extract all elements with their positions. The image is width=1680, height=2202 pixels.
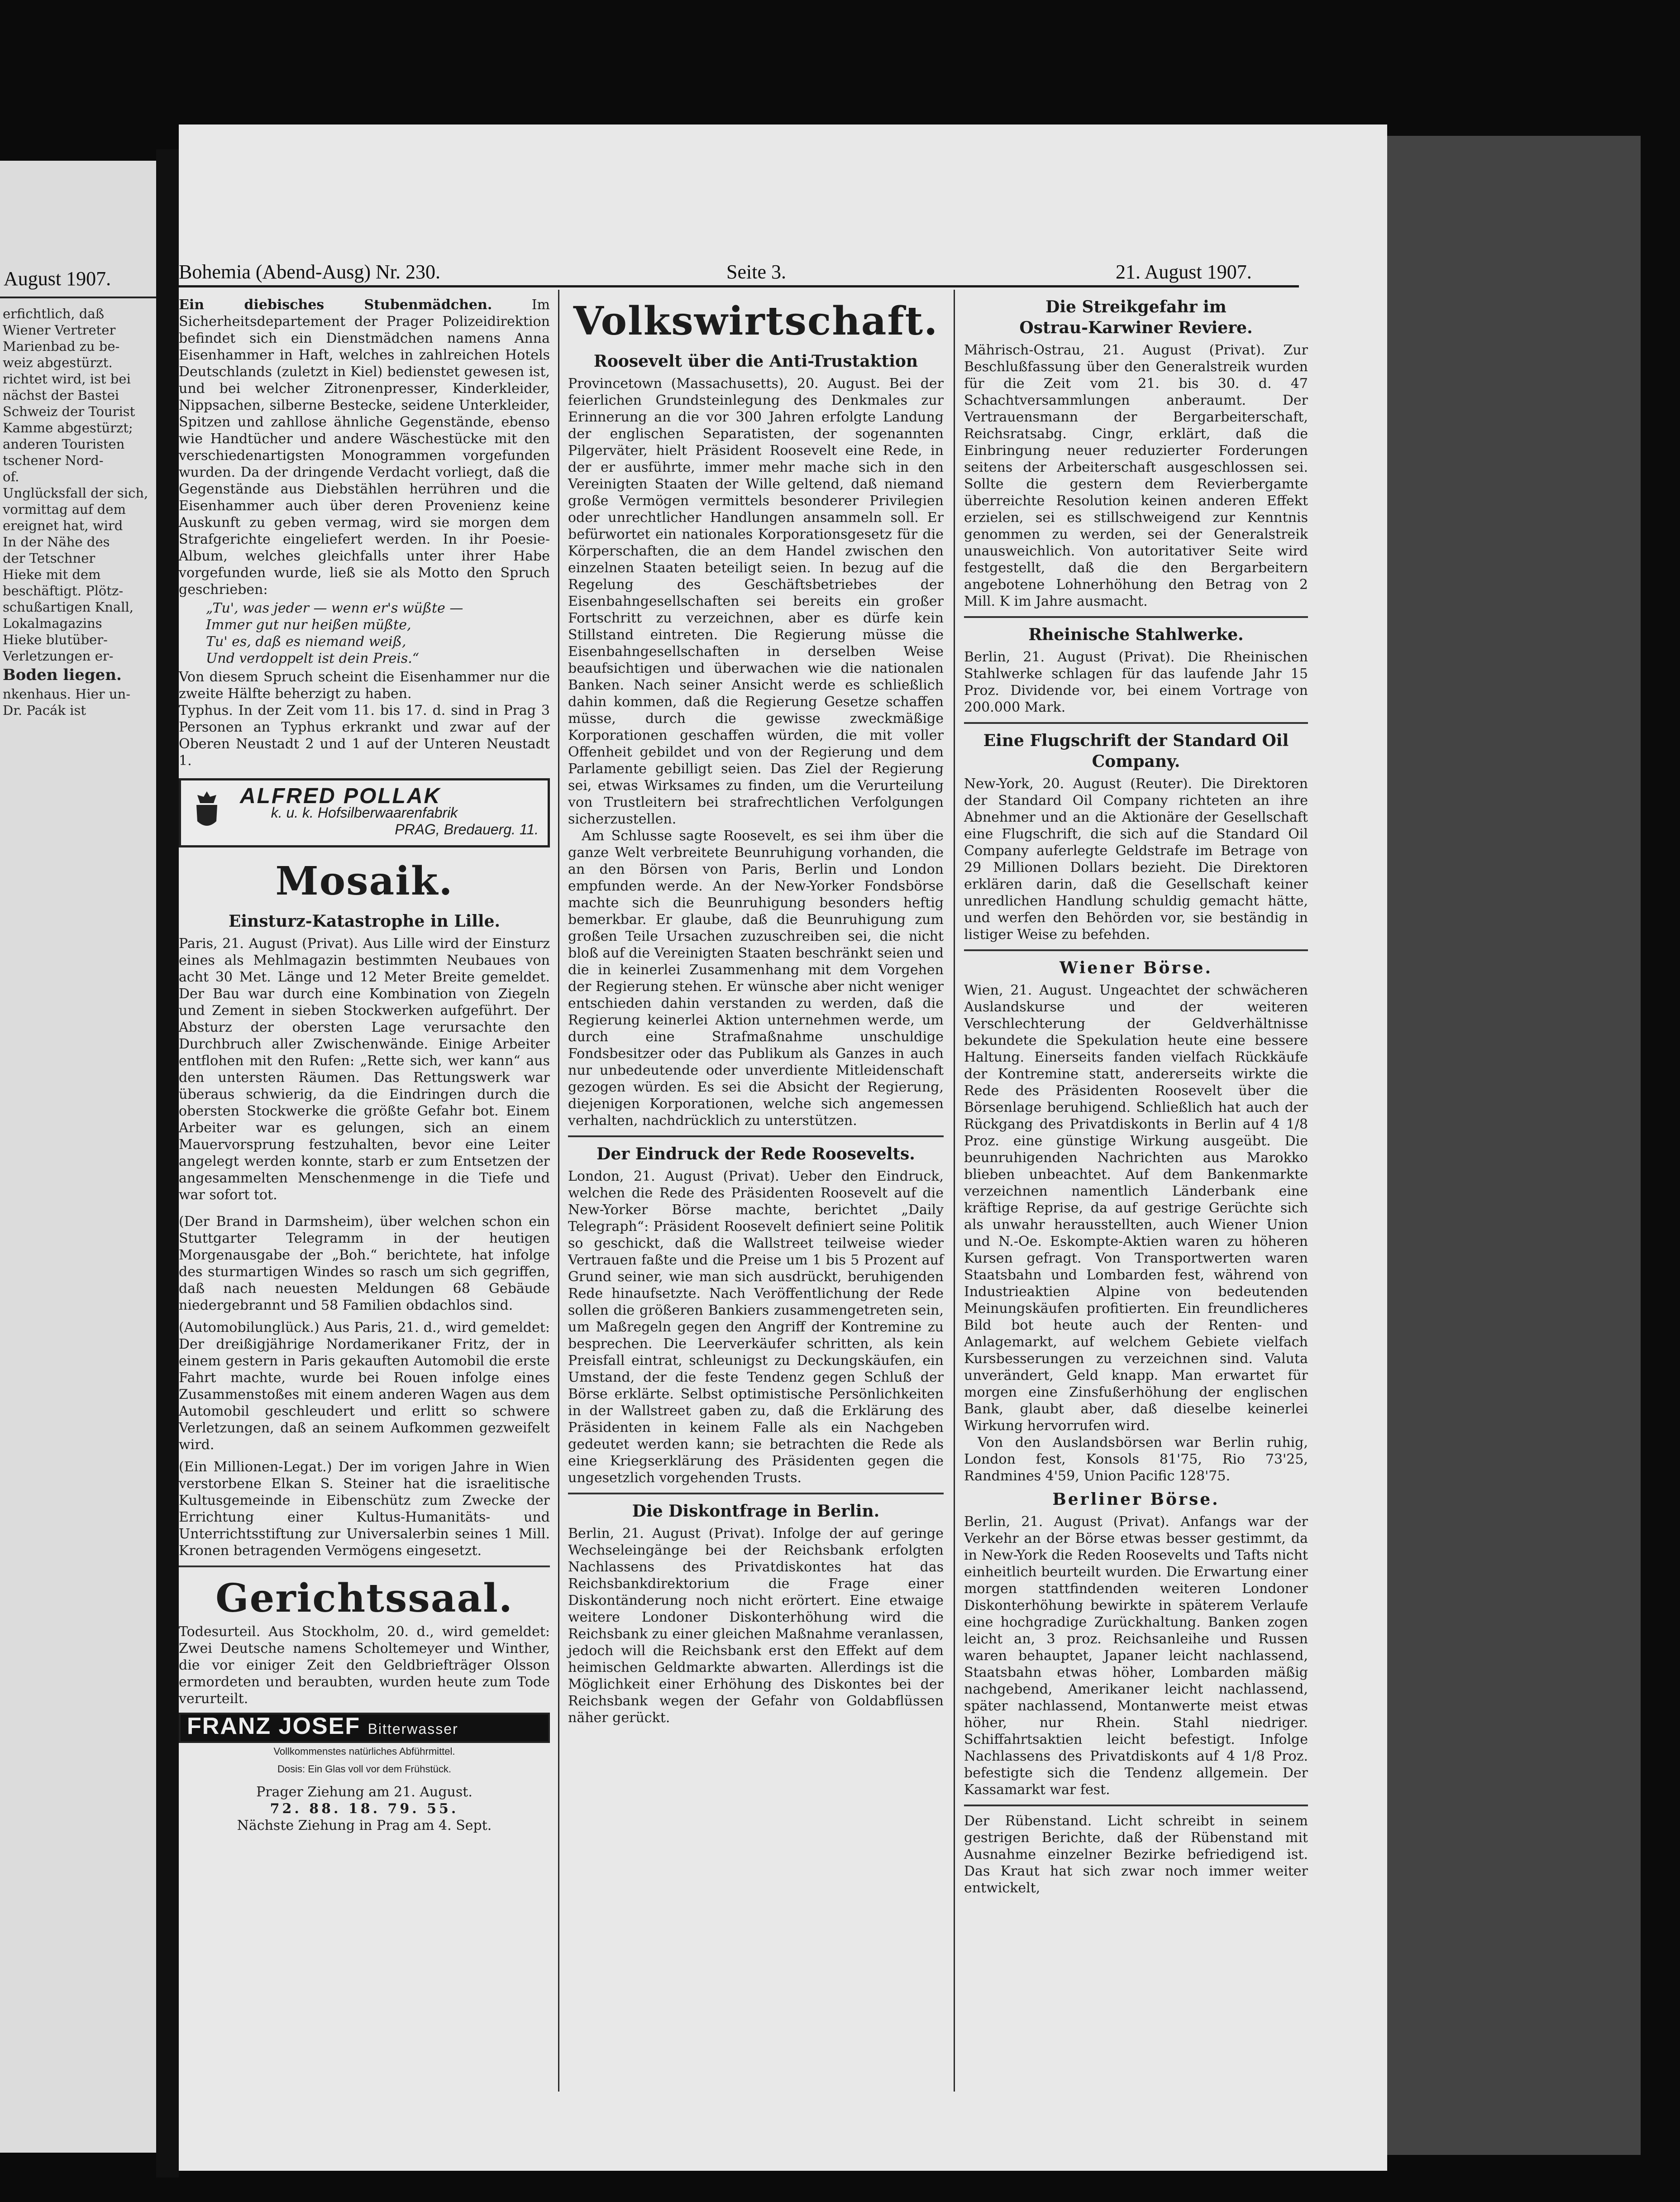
left-page-rule [0, 297, 156, 298]
advertisement-pollak [179, 778, 550, 847]
lottery-draw: Prager Ziehung am 21. August. [256, 1784, 472, 1800]
left-page-line: richtet wird, ist bei [3, 371, 131, 387]
left-page-line: anderen Touristen [3, 436, 125, 452]
crown-crest-icon [191, 790, 223, 830]
left-page-line: Boden liegen. [3, 667, 122, 683]
column-3 [964, 297, 1308, 1896]
article-text: New-York, 20. August (Reuter). Die Direktoren der Standard Oil Company richteten an ihre Abnehmer und an die Aktionäre der Gesellschaft eine Flugschrift, die sich auf die Standard Oil Company auferlegte Geldstrafe im Betrage von 29 Millionen Dollars bezieht. Die Direktoren erklären darin, daß die Gesellschaft keiner unredlichen Handlung schuldig gemacht hätte, und werfen den Behörden vor, sie beständig in listiger Weise zu befehden. [964, 776, 1308, 943]
header-date: 21. August 1907. [1116, 261, 1252, 283]
left-page-line: nkenhaus. Hier un- [3, 686, 131, 702]
column-rule-2 [954, 290, 955, 2092]
left-page-line: nächst der Bastei [3, 388, 119, 403]
left-page-fragment [0, 161, 156, 2153]
left-page-line: Lokalmagazins [3, 616, 102, 631]
ad-company-name: ALFRED POLLAK [240, 784, 441, 808]
left-page-line: Hieke mit dem [3, 567, 101, 582]
article-text: Berlin, 21. August (Privat). Die Rheinischen Stahlwerke schlagen für das laufende Jahr 15 Proz. Dividende vor, bei einem Vortrage von 200.000 Mark. [964, 649, 1308, 715]
article-subheading: Rheinische Stahlwerke. [1028, 625, 1244, 644]
left-page-line: der Tetschner [3, 550, 95, 566]
left-page-line: In der Nähe des [3, 534, 110, 550]
poem: „Tu', was jeder — wenn er's wüßte — Immer gut nur heißen müßte, Tu' es, daß es niemand weiß, Und verdoppelt ist dein Preis.“ [206, 600, 463, 666]
left-page-line: Hieke blutüber- [3, 632, 108, 647]
newspaper-page [179, 124, 1387, 2171]
left-page-line: Dr. Pacák ist [3, 703, 86, 718]
column-rule-1 [558, 290, 559, 2092]
ad-subline-1: Vollkommenstes natürliches Abführmittel. [273, 1746, 455, 1757]
article-subheading: Eine Flugschrift der Standard Oil Company. [983, 731, 1289, 771]
article-text: London, 21. August (Privat). Ueber den Eindruck, welchen die Rede des Präsidenten Roosevelt auf die New-Yorker Börse machte, berichtet „Daily Telegraph“: Präsident Roosevelt definiert seine Politik so geschickt, daß die Wallstreet teilweise wieder Vertrauen faßte und die Preise um 1 bis 5 Prozent auf Grund seiner, wie man sich ausdrückt, beruhigenden Rede hinaufsetzte. Nach Veröffentlichung der Rede sollen die größeren Bankiers zusammengetreten sein, um Maßregeln gegen den Angriff der Kontremine zu besprechen. Die Leerverkäufer schritten, als kein Preisfall eintrat, schleunigst zu Deckungskäufen, ein Umstand, der die feste Tendenz gegen Schluß der Börse erklärte. Selbst optimistische Persönlichkeiten in der Wallstreet gaben zu, daß die Erklärung des Präsidenten in keinem Falle als ein Nachgeben gedeutet werden kann; sie betrachten die Rede als eine Kriegserklärung des Präsidenten gegen die ungesetzlich vorgehenden Trusts. [568, 1168, 944, 1486]
left-page-header: August 1907. [4, 268, 111, 290]
left-page-line: tschener Nord- [3, 453, 104, 468]
page-gutter [156, 149, 179, 2178]
article-text: Am Schlusse sagte Roosevelt, es sei ihm über die ganze Welt verbreitete Beunruhigung vorhanden, die an den Börsen von Paris, Berlin und London empfunden werde. An der New-Yorker Fondsbörse machte sich die Beunruhigung besonders heftig bemerkbar. Er glaube, daß die Beunruhigung zum großen Teile Ursachen zuzuschreiben sei, die nicht bloß auf die Vereinigten Staaten beschränkt seien und die in keinerlei Zusammenhang mit dem Vorgehen der Regierung stehen. Er wünsche aber nicht weniger entschieden dahin verstanden zu werden, daß die Regierung keinerlei Aktion unternehmen werde, um durch eine Strafmaßnahme unschuldige Fondsbesitzer oder das Publikum als Ganzes in auch nur unbedeutende oder unverdiente Mitleidenschaft gezogen würden. Es sei die Absicht der Regierung, diejenigen Korporationen, welche sich angemessen verhalten, nachdrücklich zu unterstützen. [568, 828, 944, 1129]
ad-line-1: k. u. k. Hofsilberwaarenfabrik [271, 804, 458, 821]
divider [964, 722, 1308, 724]
ad-subline-2: Dosis: Ein Glas voll vor dem Frühstück. [277, 1763, 451, 1775]
left-page-line: schußartigen Knall, [3, 599, 134, 615]
section-title-mosaik: Mosaik. [275, 858, 453, 904]
article-text: Provincetown (Massachusetts), 20. August. Bei der feierlichen Grundsteinlegung des Denkmales zur Erinnerung an die vor 300 Jahren erfolgte Landung der englischen Separatisten, der sogenannten Pilgerväter, hielt Präsident Roosevelt eine Rede, in der er ausführte, immer mehr mache sich in den Vereinigten Staaten der Wille geltend, daß niemand große Vermögen vermittels besonderer Privilegien oder unrechtlicher Handlungen ansammeln soll. Er befürwortet ein nationales Korporationsgesetz für die Körperschaften, die an dem Handel zwischen den einzelnen Staaten beteiligt seien. In bezug auf die Regelung des Geschäftsbetriebes der Eisenbahngesellschaften sei bereits ein großer Fortschritt zu verzeichnen, aber es dürfe kein Stillstand eintreten. Die Regierung müsse die Eisenbahngesellschaften in derselben Weise beaufsichtigen und überwachen wie die nationalen Banken. Nach seiner Ansicht werde es schließlich dahin kommen, daß die Regierung Gesetze schaffen müsse, durch die gewisse zweckmäßige Korporationen geschaffen würden, die mit voller Offenheit gebildet und von der Regierung und dem Parlamente gebilligt seien. Das Ziel der Regierung sei, etwas Wirksames zu finden, um die Verurteilung von Trustleitern bei strafrechtlichen Verfolgungen sicherzustellen. [568, 376, 944, 827]
article-subheading: Die Diskontfrage in Berlin. [632, 1502, 880, 1521]
article-text: Berlin, 21. August (Privat). Anfangs war der Verkehr an der Börse etwas besser gestimmt, da in New-York die Reden Roosevelts und Tafts nicht einheitlich beurteilt wurden. Die Erwartung einer morgen stattfindenden weiteren Londoner Diskonterhöhung bewirkte in späterem Verlaufe eine hochgradige Zurückhaltung. Banken zogen leicht an, 3 proz. Reichsanleihe und Russen waren behauptet, Japaner leicht nachlassend, Staatsbahn etwas höher, Lombarden mäßig nachgebend, Amerikaner leicht nachlassend, später nachlassend, Montanwerte meist etwas höher, nur Rhein. Stahl niedriger. Schiffahrtsaktien leicht befestigt. Infolge Nachlassens des Privatdiskonts auf 4 1/8 Proz. befestigte sich die Tendenz allgemein. Der Kassamarkt war fest. [964, 1514, 1308, 1798]
article-text: Todesurteil. Aus Stockholm, 20. d., wird gemeldet: Zwei Deutsche namens Scholtemeyer und Winther, die vor einiger Zeit den Geldbriefträger Olsson ermordeten und beraubten, wurden heute zum Tode verurteilt. [179, 1624, 550, 1707]
left-page-line: Marienbad zu be- [3, 339, 120, 354]
left-page-line: Schweiz der Tourist [3, 404, 135, 419]
lottery-next: Nächste Ziehung in Prag am 4. Sept. [237, 1818, 492, 1833]
divider [568, 1135, 944, 1137]
article-text: Paris, 21. August (Privat). Aus Lille wird der Einsturz eines als Mehlmagazin bestimmten Neubaues von acht 30 Met. Länge und 12 Meter Breite gemeldet. Der Bau war durch eine Kombination von Ziegeln und Zement in sieben Stockwerken aufgeführt. Der Absturz der obersten Lage verursachte den Durchbruch aller Zwischenwände. Einige Arbeiter entflohen mit den Rufen: „Rette sich, wer kann“ aus den untersten Räumen. Das Rettungswerk war überaus schwierig, da die Eindringen durch die obersten Stockwerke die größte Gefahr bot. Einem Arbeiter war es gelungen, sich an einem Mauervorsprung festzuhalten, bevor eine Leiter angelegt werden konnte, starb er zum Entsetzen der angesammelten Menschenmenge in die Tiefe und war sofort tot. [179, 936, 550, 1203]
article-text: Von den Auslandsbörsen war Berlin ruhig, London fest, Konsols 81'75, Rio 73'25, Randmines 4'59, Union Pacific 128'75. [964, 1435, 1308, 1484]
article-text: (Der Brand in Darmsheim), über welchen schon ein Stuttgarter Telegramm in der heutigen Morgenausgabe der „Boh.“ berichtete, hat infolge des sturmartigen Windes so rasch um sich gegriffen, daß nach neuesten Meldungen 68 Gebäude niedergebrannt und 58 Familien obdachlos sind. [179, 1214, 550, 1313]
ad-brand: FRANZ JOSEF [187, 1713, 361, 1739]
article-text: Mährisch-Ostrau, 21. August (Privat). Zur Beschlußfassung über den Generalstreik wurden für die Zeit vom 21. bis 30. d. 47 Schachtversammlungen anberaumt. Der Vertrauensmann der Bergarbeiterschaft, Reichsratsabg. Cingr, erklärt, daß die Einbringung neuer reduzierter Forderungen seitens der Arbeiterschaft ausgeschlossen sei. Sollte die gestern dem Revierbergamte überreichte Resolution keinen anderen Effekt erzielen, sei es stillschweigend zur Kenntnis genommen zu werden, sei der Generalstreik unausweichlich. Von autoritativer Seite wird festgestellt, daß die den Bergarbeitern angebotene Lohnerhöhung den Betrag von 2 Mill. K im Jahre ausmacht. [964, 342, 1308, 609]
article-text: Von diesem Spruch scheint die Eisenhammer nur die zweite Hälfte beherzigt zu haben. [179, 669, 550, 702]
divider [964, 1805, 1308, 1806]
article-subheading: Roosevelt über die Anti-Trustaktion [593, 352, 918, 371]
section-title-gerichtssaal: Gerichtssaal. [215, 1575, 513, 1621]
column-2 [568, 297, 944, 1726]
header-page-number: Seite 3. [726, 261, 786, 283]
ad-line-2: PRAG, Bredauerg. 11. [395, 821, 539, 838]
divider [568, 1493, 944, 1494]
ad-product: Bitterwasser [368, 1721, 458, 1737]
article-subheading: Einsturz-Katastrophe in Lille. [228, 912, 501, 931]
left-page-line: Unglücksfall der sich, [3, 485, 148, 501]
left-page-line: Wiener Vertreter [3, 322, 116, 338]
section-title-volkswirtschaft: Volkswirtschaft. [573, 298, 939, 344]
column-1 [179, 297, 550, 1834]
divider [179, 1565, 550, 1567]
article-text: (Ein Millionen-Legat.) Der im vorigen Jahre in Wien verstorbene Elkan S. Steiner hat die israelitische Kultusgemeinde in Eibenschütz zum Zwecke der Errichtung einer Kultus-Humanitäts- und Unterrichtsstiftung zur Universalerbin seines 1 Mill. Kronen betragenden Vermögens eingesetzt. [179, 1459, 550, 1559]
header-publication: Bohemia (Abend-Ausg) Nr. 230. [179, 261, 441, 283]
left-page-column [3, 306, 152, 718]
article-subheading: Die Streikgefahr im Ostrau-Karwiner Reviere. [1019, 297, 1253, 337]
article-text: Berlin, 21. August (Privat). Infolge der auf geringe Wechseleingänge bei der Reichsbank erfolgten Nachlassens des Privatdiskontes hat das Reichsbankdirektorium die Frage einer Diskontänderung noch nicht erörtert. Eine etwaige weitere Londoner Diskonterhöhung wird die Reichsbank zu einer gleichen Maßnahme veranlassen, jedoch will die Reichsbank erst den Effekt auf dem heimischen Geldmarkte abwarten. Allerdings ist die Möglichkeit einer Erhöhung des Diskontes bei der Reichsbank wegen der Gefahr von Goldabflüssen näher gerückt. [568, 1526, 944, 1726]
article-heading: Ein diebisches Stubenmädchen. Im Sicherheitsdepartement der Prager Polizeidirektion befindet sich ein Dienstmädchen namens Anna Eisenhammer in Haft, welches in zahlreichen Hotels Deutschlands (zuletzt in Kiel) bedienstet gewesen ist, und bei welcher Zitronenpresser, Kinderkleider, Nippsachen, silberne Bestecke, seidene Unterkleider, Spitzen und zahllose ähnliche Gegenstände, ebenso wie Handtücher und andere Wäschestücke mit den verschiedenartigsten Monogrammen vorgefunden wurden. Da der dringende Verdacht vorliegt, daß die Gegenstände aus Diebstählen herrühren und die Eisenhammer auch über deren Provenienz keine Auskunft zu geben vermag, wird sie morgen dem Strafgerichte eingeliefert werden. In ihr Poesie-Album, welches gleichfalls unter ihrer Habe vorgefunden wurde, ließ sie als Motto den Spruch geschrieben: [179, 297, 550, 598]
divider [964, 949, 1308, 951]
left-page-line: of. [3, 469, 19, 484]
advertisement-franz-josef [179, 1713, 550, 1743]
left-page-line: Kamme abgestürzt; [3, 420, 133, 436]
left-page-line: Verletzungen er- [3, 648, 114, 664]
left-page-line: beschäftigt. Plötz- [3, 583, 124, 598]
header-rule [179, 285, 1299, 287]
article-subheading: Wiener Börse. [1059, 958, 1213, 977]
divider [964, 616, 1308, 618]
typhus-notice: Typhus. In der Zeit vom 11. bis 17. d. sind in Prag 3 Personen an Typhus erkrankt und zwar auf der Oberen Neustadt 2 und 1 auf der Unteren Neustadt 1. [179, 703, 550, 769]
left-page-line: ereignet hat, wird [3, 518, 123, 533]
page-header [179, 260, 1387, 287]
right-page-edge [1387, 136, 1641, 2155]
article-subheading: Berliner Börse. [1052, 1490, 1220, 1509]
lottery-numbers: 72. 88. 18. 79. 55. [270, 1801, 459, 1817]
article-text: (Automobilunglück.) Aus Paris, 21. d., wird gemeldet: Der dreißigjährige Nordamerikaner Fritz, der in einem gestern in Paris gekauften Automobil die erste Fahrt machte, wurde bei Rouen infolge eines Zusammenstoßes mit einem anderen Wagen aus dem Automobil geschleudert und erlitt so schwere Verletzungen, daß an seinem Aufkommen gezweifelt wird. [179, 1320, 550, 1453]
left-page-line: weiz abgestürzt. [3, 355, 113, 370]
left-page-line: erfichtlich, daß [3, 306, 105, 321]
article-text: Wien, 21. August. Ungeachtet der schwächeren Auslandskurse und der weiteren Verschlechterung der Geldverhältnisse bekundete die Spekulation heute eine bessere Haltung. Einerseits fanden vielfach Rückkäufe der Kontremine statt, andererseits wirkte die Rede des Präsidenten Roosevelt über die Börsenlage beruhigend. Schließlich hat auch der Rückgang des Privatdiskonts in Berlin auf 4 1/8 Proz. eine günstige Wirkung ausgeübt. Die beunruhigenden Nachrichten aus Marokko blieben unbeachtet. Auf dem Bankenmarkte verzeichnen namentlich Länderbank eine kräftige Reprise, da auf gestrige Gerüchte sich als unwahr herausstellten, auch Wiener Union und N.-Oe. Eskompte-Aktien waren zu höheren Kursen gefragt. Von Transportwerten waren Staatsbahn und Lombarden fest, während von Industrieaktien Alpine von bedeutenden Meinungskäufen profitierten. Ein freundlicheres Bild bot heute auch der Renten- und Anlagemarkt, auf welchem Gebiete vielfach Kursbesserungen zu verzeichnen sind. Valuta unverändert, Geld knapp. Man erwartet für morgen eine Zinsfußerhöhung der englischen Bank, glaubt aber, daß dieselbe keinerlei Wirkung hervorrufen wird. [964, 982, 1308, 1434]
article-subheading: Der Eindruck der Rede Roosevelts. [597, 1144, 915, 1163]
article-text: Der Rübenstand. Licht schreibt in seinem gestrigen Berichte, daß der Rübenstand mit Ausnahme einzelner Bezirke befriedigend ist. Das Kraut hat sich zwar noch immer weiter entwickelt, [964, 1813, 1308, 1896]
left-page-line: vormittag auf dem [3, 502, 126, 517]
